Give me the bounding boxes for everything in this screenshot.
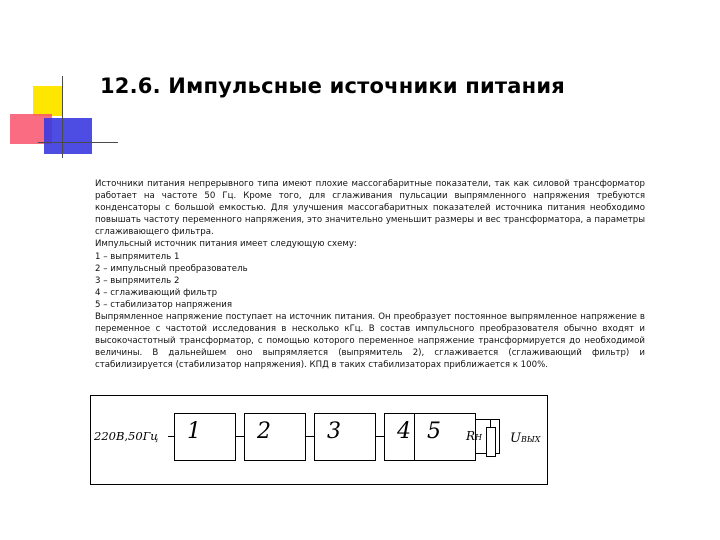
- block-number: 1: [187, 419, 201, 444]
- decor-horizontal-line: [38, 142, 118, 143]
- list-item: 5 – стабилизатор напряжения: [95, 299, 233, 310]
- block-number: 4: [397, 419, 411, 444]
- decor-vertical-line: [62, 76, 63, 158]
- list-item: 4 – сглаживающий фильтр: [95, 287, 218, 298]
- block-rectifier-2: [314, 413, 376, 461]
- block-number: 2: [257, 419, 271, 444]
- wire: [499, 419, 500, 454]
- load-symbol: R: [466, 429, 476, 443]
- decor-blue-square: [44, 118, 92, 154]
- list-item: 1 – выпрямитель 1: [95, 251, 180, 262]
- block-number: 5: [427, 419, 441, 444]
- block-rectifier-1: [174, 413, 236, 461]
- block-pulse-converter: [244, 413, 306, 461]
- load-resistor-label: [466, 429, 482, 443]
- slide-title: 12.6. Импульсные источники питания: [100, 74, 565, 98]
- wire: [490, 419, 491, 427]
- wire: [474, 419, 500, 420]
- output-voltage-label: [510, 431, 540, 446]
- block-number: 3: [327, 419, 341, 444]
- load-subscript: H: [475, 433, 483, 442]
- description-paragraph: Выпрямленное напряжение поступает на источник питания. Он преобразует постоянное выпрямленное напряжение в переменное с частотой исследования в несколько кГц. В состав импульсного преобразователя обычно входят и высокочастотный трансформатор, с помощью которого переменное напряжение трансформируется до необходимой величины. В дальнейшем оно выпрямляется (выпрямитель 2), сглаживается (сглаживающий фильтр) и стабилизируется (стабилизатор напряжения). КПД в таких стабилизаторах приближается к 100%.: [95, 312, 645, 371]
- block-diagram: [90, 395, 550, 490]
- output-symbol: U: [510, 431, 521, 446]
- output-subscript: ВЫХ: [520, 435, 541, 444]
- input-voltage-label: 220В,50Гц: [94, 429, 159, 443]
- decor-yellow-square: [33, 86, 63, 116]
- intro-paragraph: Источники питания непрерывного типа имеют плохие массогабаритные показатели, так как силовой трансформатор работает на частоте 50 Гц. Кроме того, для сглаживания пульсации выпрямленного напряжения требуются конденсаторы с большой емкостью. Для улучшения массогабаритных показателей источника питания необходимо повышать частоту переменного напряжения, это значительно уменьшит размеры и вес трансформатора, а параметры сглаживающего фильтра.: [95, 179, 645, 238]
- list-item: 2 – импульсный преобразователь: [95, 263, 248, 274]
- load-resistor-icon: [486, 427, 496, 457]
- list-item: 3 – выпрямитель 2: [95, 275, 180, 286]
- scheme-intro: Импульсный источник питания имеет следующую схему:: [95, 239, 357, 250]
- slide-body: [95, 178, 645, 372]
